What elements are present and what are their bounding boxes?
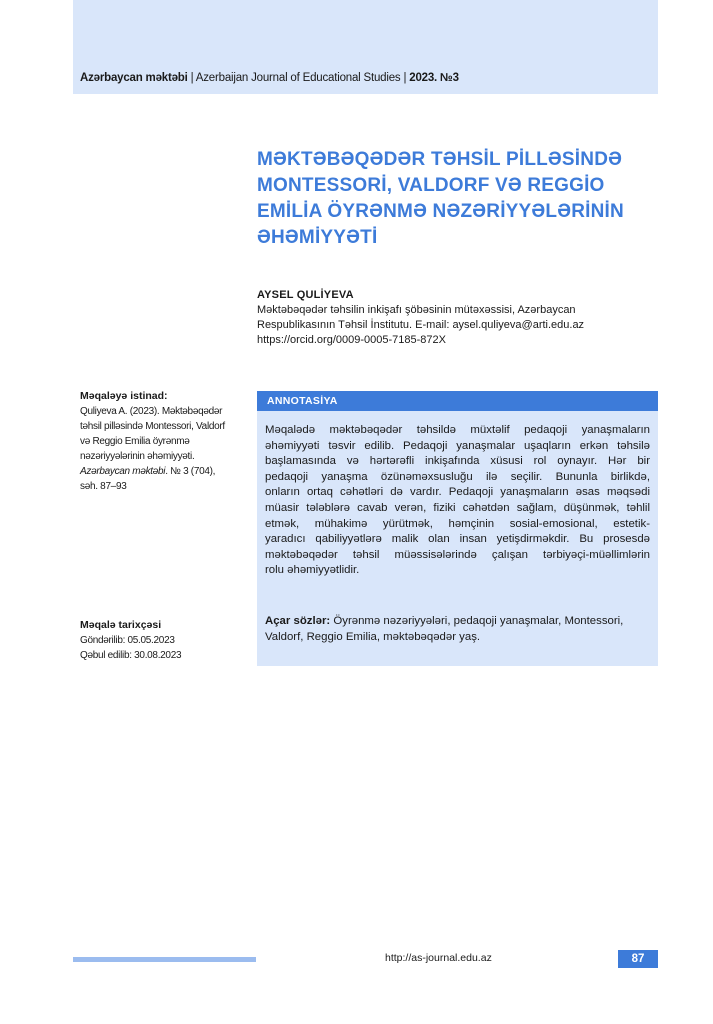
affiliation-line: Respublikasının Təhsil İnstitutu. E-mail: aysel.quliyeva@arti.edu.az (257, 319, 585, 331)
accepted-date: Qəbul edilib: 30.08.2023 (80, 650, 182, 661)
citation-issue: . № 3 (704), (165, 466, 216, 477)
annotation-heading: ANNOTASİYA (267, 395, 338, 407)
citation-label: Məqaləyə istinad: (80, 390, 168, 402)
keywords-label: Açar sözlər: (265, 615, 331, 627)
citation-pages: səh. 87–93 (80, 481, 127, 492)
annotation-line: başlamasında və hərtərəfli inkişafında xüsusi rol oynayır. Hər bir (265, 455, 650, 468)
annotation-line: etmək, mühakimə yürütmək, həmçinin sosial-emosional, estetik- (265, 517, 650, 530)
footer-rule (73, 957, 256, 962)
title-line: MONTESSORİ, VALDORF VƏ REGGİO (257, 175, 605, 196)
annotation-line: pedaqoji yanaşma özünəməxsusluğu ilə seçilir. Bununla birlikdə, (265, 470, 650, 483)
citation-line: Quliyeva A. (2023). Məktəbəqədər (80, 406, 223, 417)
history-block (80, 618, 250, 663)
annotation-line: Məqalədə məktəbəqədər təhsildə müxtəlif pedaqoji yanaşmaların (265, 424, 650, 436)
annotation-line: məktəbəqədər təhsil müəssisələrində çalışan tərbiyəçi-müəllimlərin (265, 548, 650, 561)
citation-line: və Reggio Emilia öyrənmə (80, 436, 190, 447)
keywords-line (265, 614, 650, 630)
footer-url[interactable]: http://as-journal.edu.az (385, 952, 492, 964)
header-separator: | (187, 72, 196, 84)
annotation-line: əhəmiyyəti təsvir edilib. Pedaqoji yanaşmalar uşaqların erkən təhsilə (265, 439, 650, 452)
citation-journal (80, 464, 250, 479)
running-header (80, 72, 459, 84)
title-line: MƏKTƏBƏQƏDƏR TƏHSİL PİLLƏSİNDƏ (257, 149, 623, 170)
keywords (265, 614, 650, 645)
annotation-heading-bar (257, 391, 658, 411)
keywords-values: Öyrənmə nəzəriyyələri, pedaqoji yanaşmalar, Montessori, (330, 615, 624, 627)
citation-block (80, 389, 250, 494)
page-number: 87 (618, 950, 658, 968)
annotation-line: onların ortaq cəhətləri də vardır. Pedaqoji yanaşmaların əsas məqsədi (265, 486, 650, 499)
annotation-text (265, 423, 650, 579)
header-separator: | (400, 72, 410, 84)
citation-line: təhsil pilləsində Montessori, Valdorf (80, 421, 225, 432)
journal-name-az: Azərbaycan məktəbi (80, 72, 188, 84)
annotation-line: yaradıcı qabiliyyətlərə malik olan insan yetişdirməkdir. Bu prosesdə (265, 533, 650, 546)
journal-name-en: Azerbaijan Journal of Educational Studies (195, 72, 401, 84)
citation-line: nəzəriyyələrinin əhəmiyyəti. (80, 451, 195, 462)
citation-journal-name: Azərbaycan məktəbi (80, 466, 166, 477)
article-title (257, 147, 657, 251)
keywords-line: Valdorf, Reggio Emilia, məktəbəqədər yaş. (265, 630, 481, 643)
author-affiliation (257, 303, 657, 348)
annotation-line: rolu əhəmiyyətlidir. (265, 564, 360, 577)
orcid-link[interactable]: https://orcid.org/0009-0005-7185-872X (257, 334, 446, 346)
history-label: Məqalə tarixçəsi (80, 619, 162, 631)
affiliation-line: Məktəbəqədər təhsilin inkişafı şöbəsinin mütəxəssisi, Azərbaycan (257, 304, 576, 316)
annotation-line: müasir tələblərə cavab verən, fiziki cəhətdən sağlam, düşünmək, təhlil (265, 501, 650, 514)
author-name: AYSEL QULİYEVA (257, 289, 354, 301)
title-line: ƏHƏMİYYƏTİ (257, 227, 378, 248)
title-line: EMİLİA ÖYRƏNMƏ NƏZƏRİYYƏLƏRİNİN (257, 201, 624, 222)
sent-date: Göndərilib: 05.05.2023 (80, 635, 175, 646)
journal-issue: 2023. №3 (409, 72, 459, 84)
